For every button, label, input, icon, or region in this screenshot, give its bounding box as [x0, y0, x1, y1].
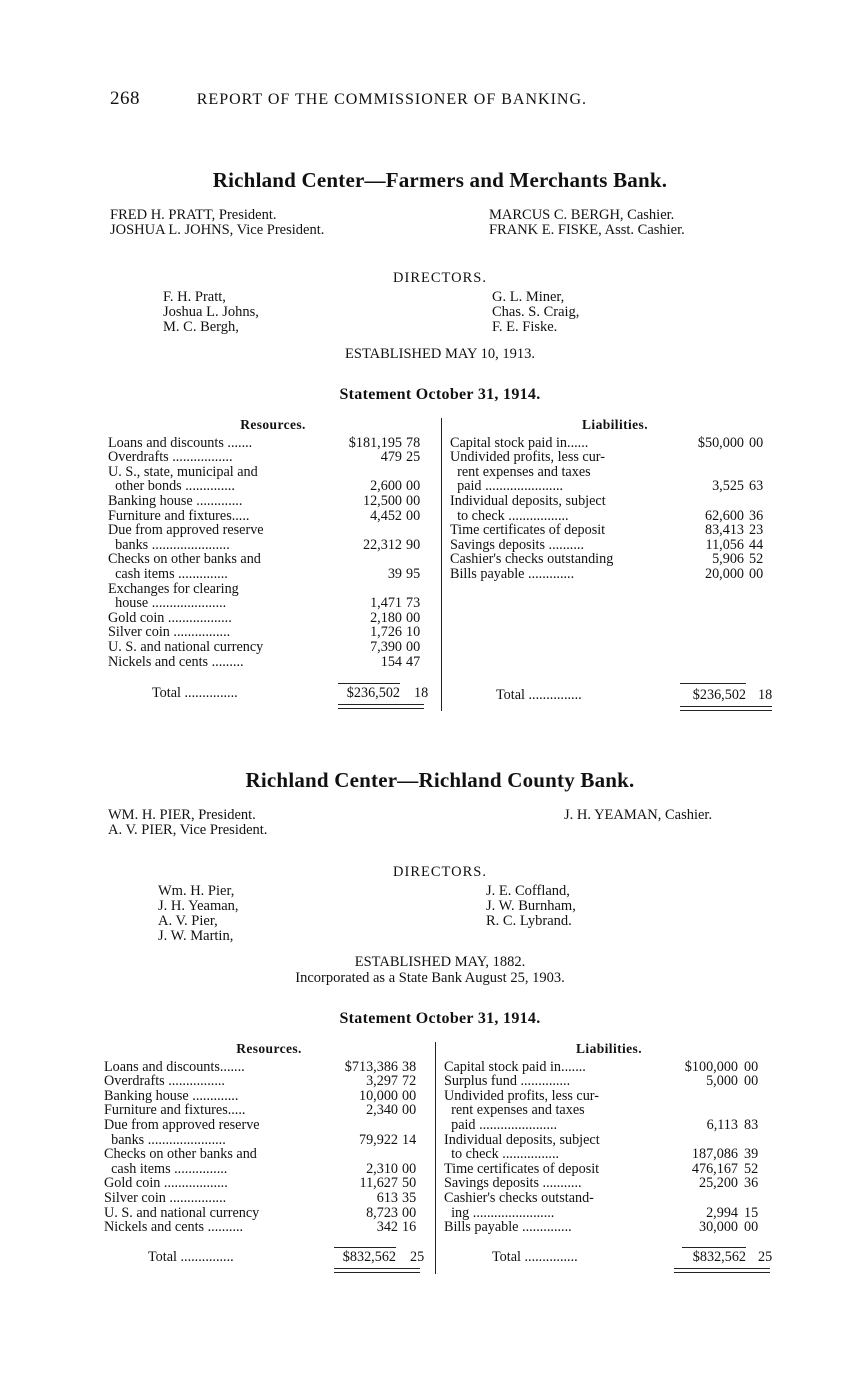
row-label: Individual deposits, subject [444, 1131, 600, 1148]
row-label: Capital stock paid in...... [450, 434, 589, 451]
liabilities-total [496, 688, 782, 703]
bank-section-richland-county [100, 768, 780, 1282]
row-label: Time certificates of deposit [444, 1160, 600, 1177]
row-amount: 2,180 [370, 609, 402, 626]
row-label: Savings deposits .......... [450, 536, 584, 553]
ledger-row [444, 1176, 774, 1191]
row-amount: 613 [376, 1189, 398, 1206]
total-amount: $236,502 [680, 683, 746, 703]
director: F. H. Pratt, [163, 289, 226, 305]
ledger-row [104, 1103, 434, 1118]
total-cents: 25 [410, 1249, 425, 1265]
column-divider [435, 1042, 436, 1274]
director: Joshua L. Johns, [163, 304, 259, 320]
row-amount: $100,000 [684, 1058, 738, 1075]
ledger-row [108, 567, 438, 582]
balance-sheet [100, 1042, 780, 1282]
officer-asst-cashier: FRANK E. FISKE, Asst. Cashier. [489, 222, 685, 238]
row-label: Overdrafts ................. [108, 449, 233, 466]
row-amount: 25,200 [698, 1175, 738, 1192]
total-amount: $832,562 [334, 1247, 396, 1265]
resources-rows [108, 436, 438, 670]
ledger-row [104, 1220, 434, 1235]
ledger-row [104, 1074, 434, 1089]
bank-title: Richland Center—Richland County Bank. [245, 768, 635, 792]
total-cents: 18 [414, 685, 429, 701]
ledger-row [444, 1103, 774, 1118]
row-cents: 00 [744, 1219, 759, 1236]
row-amount: 2,994 [706, 1204, 738, 1221]
row-amount: 1,471 [370, 595, 402, 612]
ledger-row [444, 1147, 774, 1162]
resources-total [152, 686, 438, 701]
row-label: Silver coin ................ [104, 1189, 227, 1206]
liabilities-total [492, 1250, 778, 1265]
established-line: ESTABLISHED MAY 10, 1913. [345, 346, 535, 362]
ledger-row [108, 655, 438, 670]
officer-cashier: MARCUS C. BERGH, Cashier. [489, 207, 675, 223]
row-label: Overdrafts ................ [104, 1073, 225, 1090]
row-cents: 50 [402, 1175, 417, 1192]
director: J. H. Yeaman, [158, 898, 239, 914]
row-label: Cashier's checks outstanding [450, 551, 614, 568]
row-amount: 476,167 [691, 1160, 738, 1177]
ledger-row [450, 479, 780, 494]
total-double-rule [338, 704, 424, 709]
row-cents: 00 [406, 609, 421, 626]
row-cents: 00 [406, 638, 421, 655]
row-cents: 25 [406, 449, 421, 466]
row-amount: 154 [380, 653, 402, 670]
row-amount: 479 [380, 449, 402, 466]
row-amount: 2,340 [366, 1102, 398, 1119]
directors-list [100, 290, 780, 338]
ledger-row [450, 567, 780, 582]
row-amount: 5,000 [706, 1073, 738, 1090]
total-double-rule [674, 1268, 770, 1273]
row-amount: 83,413 [704, 522, 744, 539]
ledger-row [104, 1060, 434, 1075]
officer-vice-president: JOSHUA L. JOHNS, Vice President. [110, 222, 325, 238]
ledger-row [104, 1162, 434, 1177]
directors-left [163, 290, 259, 335]
row-amount: 12,500 [362, 492, 402, 509]
row-label: Time certificates of deposit [450, 522, 606, 539]
row-amount: $181,195 [348, 434, 402, 451]
row-cents: 90 [406, 536, 421, 553]
ledger-row [104, 1147, 434, 1162]
ledger-row [104, 1206, 434, 1221]
row-label: paid ...................... [450, 478, 564, 495]
row-label: rent expenses and taxes [444, 1102, 585, 1119]
officers-left [108, 808, 267, 838]
row-label: Silver coin ................ [108, 624, 231, 641]
total-label: Total ............... [152, 685, 238, 701]
row-cents: 63 [749, 478, 764, 495]
row-amount: $50,000 [697, 434, 744, 451]
running-title: REPORT OF THE COMMISSIONER OF BANKING. [196, 91, 588, 108]
row-label: Furniture and fixtures..... [108, 507, 250, 524]
director: F. E. Fiske. [492, 319, 558, 335]
row-cents: 00 [406, 478, 421, 495]
row-amount: 79,922 [358, 1131, 398, 1148]
resources-rows [104, 1060, 434, 1235]
row-label: banks ...................... [108, 536, 230, 553]
ledger-row [108, 494, 438, 509]
row-label: U. S., state, municipal and [108, 463, 258, 480]
officers [100, 808, 780, 842]
row-amount: 4,452 [370, 507, 402, 524]
row-label: Checks on other banks and [104, 1146, 257, 1163]
row-cents: 35 [402, 1189, 417, 1206]
row-cents: 00 [749, 434, 764, 451]
total-label: Total ............... [148, 1249, 234, 1265]
row-cents: 73 [406, 595, 421, 612]
row-label: Gold coin .................. [108, 609, 232, 626]
row-label: U. S. and national currency [104, 1204, 260, 1221]
row-cents: 15 [744, 1204, 759, 1221]
liabilities-heading: Liabilities. [582, 417, 648, 432]
ledger-row [108, 640, 438, 655]
row-amount: 7,390 [370, 638, 402, 655]
total-label: Total ............... [496, 687, 582, 703]
row-label: Undivided profits, less cur- [450, 449, 605, 466]
row-amount: $713,386 [344, 1058, 398, 1075]
directors-heading: DIRECTORS. [393, 270, 487, 286]
row-cents: 00 [749, 565, 764, 582]
row-label: Bills payable .............. [444, 1219, 572, 1236]
total-double-rule [334, 1268, 420, 1273]
ledger-row [108, 538, 438, 553]
ledger-row [104, 1118, 434, 1133]
liabilities-rows [444, 1060, 774, 1235]
row-label: Due from approved reserve [104, 1116, 260, 1133]
row-cents: 00 [744, 1058, 759, 1075]
row-cents: 52 [744, 1160, 759, 1177]
ledger-row [108, 450, 438, 465]
row-cents: 00 [744, 1073, 759, 1090]
row-amount: 8,723 [366, 1204, 398, 1221]
row-label: Cashier's checks outstand- [444, 1189, 594, 1206]
ledger-row [450, 509, 780, 524]
row-label: to check ................ [444, 1146, 560, 1163]
row-amount: 30,000 [698, 1219, 738, 1236]
row-label: other bonds .............. [108, 478, 235, 495]
total-double-rule [680, 706, 772, 711]
ledger-row [104, 1176, 434, 1191]
ledger-row [444, 1118, 774, 1133]
ledger-row [450, 494, 780, 509]
ledger-row [444, 1074, 774, 1089]
ledger-row [108, 625, 438, 640]
row-label: cash items .............. [108, 565, 228, 582]
row-label: Furniture and fixtures..... [104, 1102, 246, 1119]
row-cents: 39 [744, 1146, 759, 1163]
row-amount: 22,312 [362, 536, 402, 553]
officers-right [489, 208, 685, 238]
row-label: to check ................. [450, 507, 569, 524]
row-label: Loans and discounts ....... [108, 434, 253, 451]
row-label: house ..................... [108, 595, 227, 612]
officer-vice-president: A. V. PIER, Vice President. [108, 822, 268, 838]
row-cents: 23 [749, 522, 764, 539]
established-line: ESTABLISHED MAY, 1882. [354, 954, 526, 970]
row-label: rent expenses and taxes [450, 463, 591, 480]
row-amount: 342 [376, 1219, 398, 1236]
row-cents: 36 [744, 1175, 759, 1192]
directors-right [486, 884, 576, 929]
resources-heading: Resources. [236, 1041, 302, 1056]
row-label: Surplus fund .............. [444, 1073, 571, 1090]
ledger-row [108, 582, 438, 597]
officers-right [564, 808, 712, 823]
row-label: Due from approved reserve [108, 522, 264, 539]
row-cents: 72 [402, 1073, 417, 1090]
statement-heading: Statement October 31, 1914. [339, 386, 541, 403]
row-amount: 62,600 [704, 507, 744, 524]
row-label: Nickels and cents ......... [108, 653, 244, 670]
row-label: Nickels and cents .......... [104, 1219, 244, 1236]
ledger-row [108, 611, 438, 626]
total-amount: $236,502 [338, 683, 400, 701]
ledger-row [450, 450, 780, 465]
balance-sheet [100, 418, 780, 713]
officers-left [110, 208, 324, 238]
row-label: U. S. and national currency [108, 638, 264, 655]
row-amount: 187,086 [691, 1146, 738, 1163]
ledger-row [450, 436, 780, 451]
ledger-row [444, 1220, 774, 1235]
page-number: 268 [110, 88, 140, 109]
directors-left [158, 884, 239, 944]
row-amount: 11,056 [705, 536, 744, 553]
ledger-row [444, 1162, 774, 1177]
page-header [110, 88, 710, 110]
row-cents: 83 [744, 1116, 759, 1133]
director: J. W. Martin, [158, 928, 234, 944]
resources-heading: Resources. [240, 417, 306, 432]
row-amount: 5,906 [712, 551, 744, 568]
row-amount: 6,113 [706, 1116, 738, 1133]
row-amount: 3,525 [712, 478, 744, 495]
ledger-row [108, 552, 438, 567]
row-label: Capital stock paid in....... [444, 1058, 586, 1075]
liabilities-column [450, 418, 780, 582]
statement-heading: Statement October 31, 1914. [339, 1010, 541, 1027]
director: A. V. Pier, [158, 913, 218, 929]
ledger-row [450, 552, 780, 567]
ledger-row [450, 523, 780, 538]
row-amount: 20,000 [704, 565, 744, 582]
row-amount: 11,627 [359, 1175, 398, 1192]
ledger-row [450, 465, 780, 480]
row-cents: 78 [406, 434, 421, 451]
total-amount: $832,562 [682, 1247, 746, 1265]
row-cents: 36 [749, 507, 764, 524]
total-label: Total ............... [492, 1249, 578, 1265]
row-cents: 16 [402, 1219, 417, 1236]
liabilities-heading: Liabilities. [576, 1041, 642, 1056]
ledger-row [104, 1191, 434, 1206]
ledger-row [108, 479, 438, 494]
ledger-row [444, 1191, 774, 1206]
row-label: Loans and discounts....... [104, 1058, 245, 1075]
row-label: Exchanges for clearing [108, 580, 239, 597]
column-divider [441, 418, 442, 711]
row-cents: 52 [749, 551, 764, 568]
liabilities-column [444, 1042, 774, 1235]
ledger-row [444, 1206, 774, 1221]
officer-president: WM. H. PIER, President. [108, 807, 256, 823]
row-amount: 39 [387, 565, 402, 582]
row-label: cash items ............... [104, 1160, 228, 1177]
bank-section-farmers-merchants [100, 168, 780, 713]
officer-cashier: J. H. YEAMAN, Cashier. [564, 807, 713, 823]
bank-title: Richland Center—Farmers and Merchants Bank. [212, 168, 668, 192]
director: M. C. Bergh, [163, 319, 239, 335]
ledger-row [108, 509, 438, 524]
officers [100, 208, 780, 242]
row-cents: 44 [749, 536, 764, 553]
resources-column [108, 418, 438, 669]
row-cents: 38 [402, 1058, 417, 1075]
directors-list [100, 884, 780, 946]
officer-president: FRED H. PRATT, President. [110, 207, 277, 223]
row-cents: 95 [406, 565, 421, 582]
resources-column [104, 1042, 434, 1235]
directors-right [492, 290, 579, 335]
row-cents: 00 [402, 1160, 417, 1177]
row-label: Savings deposits ........... [444, 1175, 582, 1192]
row-label: Gold coin .................. [104, 1175, 228, 1192]
directors-heading: DIRECTORS. [393, 864, 487, 880]
ledger-row [108, 523, 438, 538]
row-cents: 10 [406, 624, 421, 641]
ledger-row [108, 436, 438, 451]
row-cents: 00 [406, 492, 421, 509]
row-cents: 14 [402, 1131, 417, 1148]
ledger-row [108, 465, 438, 480]
total-cents: 25 [758, 1249, 773, 1265]
row-amount: 1,726 [370, 624, 402, 641]
row-label: Bills payable ............. [450, 565, 575, 582]
row-label: paid ...................... [444, 1116, 558, 1133]
ledger-row [104, 1133, 434, 1148]
ledger-row [444, 1089, 774, 1104]
ledger-row [450, 538, 780, 553]
liabilities-rows [450, 436, 780, 582]
row-cents: 00 [402, 1087, 417, 1104]
director: Wm. H. Pier, [158, 883, 235, 899]
row-label: Banking house ............. [104, 1087, 239, 1104]
director: J. E. Coffland, [486, 883, 570, 899]
total-cents: 18 [758, 687, 773, 703]
row-amount: 2,310 [366, 1160, 398, 1177]
row-cents: 00 [406, 507, 421, 524]
director: Chas. S. Craig, [492, 304, 580, 320]
resources-total [148, 1250, 434, 1265]
incorporated-line: Incorporated as a State Bank August 25, 1903. [295, 970, 565, 986]
row-label: ing ....................... [444, 1204, 555, 1221]
ledger-row [444, 1060, 774, 1075]
row-label: Individual deposits, subject [450, 492, 606, 509]
row-amount: 2,600 [370, 478, 402, 495]
row-cents: 00 [402, 1204, 417, 1221]
row-amount: 10,000 [358, 1087, 398, 1104]
director: J. W. Burnham, [486, 898, 576, 914]
row-label: Checks on other banks and [108, 551, 261, 568]
ledger-row [104, 1089, 434, 1104]
row-label: banks ...................... [104, 1131, 226, 1148]
ledger-row [108, 596, 438, 611]
ledger-row [444, 1133, 774, 1148]
row-label: Undivided profits, less cur- [444, 1087, 599, 1104]
director: R. C. Lybrand. [486, 913, 572, 929]
row-amount: 3,297 [366, 1073, 398, 1090]
row-label: Banking house ............. [108, 492, 243, 509]
director: G. L. Miner, [492, 289, 565, 305]
row-cents: 00 [402, 1102, 417, 1119]
row-cents: 47 [406, 653, 421, 670]
